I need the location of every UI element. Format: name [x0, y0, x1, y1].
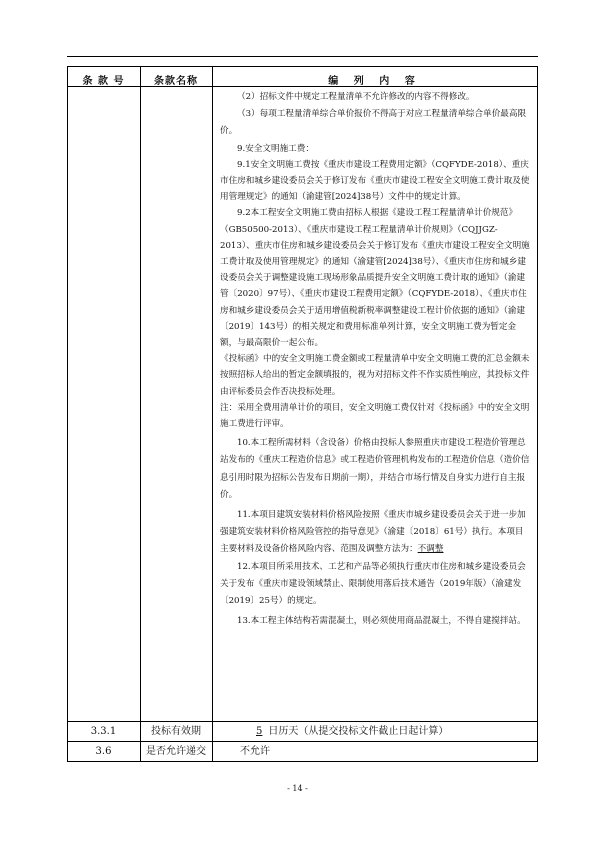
column-divider — [140, 66, 141, 762]
clause-value-cell: 不允许 — [240, 746, 270, 757]
table-left-border — [67, 66, 68, 762]
paragraph: 9.2本工程安全文明施工费由招标人根据《建设工程工程量清单计价规范》（GB50500-2013）、《重庆市建设工程工程量清单计价规则》（CQJJGZ-2013）、重庆市住房和城乡建设委员会关于修订发布《重庆市建设工程安全文明施工费计取及使用管理规定》的通知（渝建管[2024]38号）、《重庆市住房和城乡建设委员会关于调整建设施工现场形象品质提升安全文明施工费计取的通知》（渝建管〔2020〕97号）、《重庆市建设工程费用定额》（CQFYDE-2018）、《重庆市住房和城乡建设委员会关于适用增值税新税率调整建设工程计价依据的通知》（渝建〔2019〕143号）的相关规定和费用标准单列计算，安全文明施工费为暂定金额，与最高限价一起公布。 — [220, 208, 530, 349]
row-divider — [67, 741, 538, 742]
header-clause-no: 条 款 号 — [82, 76, 125, 87]
page-number: - 14 - — [287, 784, 308, 793]
header-content: 编 列 内 容 — [328, 76, 421, 87]
paragraph: 12.本项目所采用技术、工艺和产品等必须执行重庆市住房和城乡建设委员会关于发布《重庆市建设领域禁止、限制使用落后技术通告（2019年版）（渝建发〔2019〕25号）的规定。 — [220, 561, 526, 607]
paragraph: 注：采用全费用清单计价的项目，安全文明施工费仅针对《投标函》中的安全文明施工费进行评审。 — [220, 402, 530, 430]
clause-name-cell: 投标有效期 — [151, 726, 201, 737]
paragraph: 《投标函》中的安全文明施工费金额或工程量清单中安全文明施工费的汇总金额未按照招标人给出的暂定金额填报的，视为对招标文件不作实质性响应，其投标文件由评标委员会作否决投标处理。 — [220, 354, 530, 397]
column-divider — [212, 66, 213, 762]
paragraph: 9.1安全文明施工费按《重庆市建设工程费用定额》（CQFYDE-2018）、重庆市住房和城乡建设委员会关于修订发布《重庆市建设工程安全文明施工费计取及使用管理规定》的通知（渝建管[2024]38号）文件中的规定计算。 — [220, 159, 530, 203]
paragraph: （2）招标文件中规定工程量清单不允许修改的内容不得修改。 — [237, 92, 475, 102]
clause-name-cell: 是否允许递交 — [146, 746, 206, 757]
paragraph: 9.安全文明施工费： — [237, 143, 314, 154]
paragraph — [220, 507, 532, 559]
clause-no-cell: 3.6 — [95, 746, 112, 757]
content-block — [220, 89, 532, 631]
row-divider — [67, 721, 538, 722]
clause-value-cell — [240, 725, 448, 738]
paragraph: 10.本工程所需材料（含设备）价格由投标人参照重庆市建设工程造价管理总站发布的《重庆工程造价信息》或工程造价管理机构发布的工程造价信息（造价信息引用时限为招标公告发布日期前一期），并结合市场行情及自身实力进行自主报价。 — [220, 438, 530, 500]
table-bottom-border — [67, 761, 538, 762]
price-adjustment-value: 不调整 — [417, 544, 444, 555]
table-right-border — [537, 66, 538, 762]
validity-text: 日历天（从提交投标文件截止日起计算） — [268, 726, 449, 737]
header-clause-name: 条款名称 — [154, 76, 198, 87]
validity-days: 5 — [256, 726, 263, 737]
paragraph: （3）每项工程量清单综合单价报价不得高于对应工程量清单综合单价最高限价。 — [220, 109, 527, 137]
table-top-border — [67, 66, 538, 67]
page-header-rule — [67, 56, 538, 57]
clause-no-cell: 3.3.1 — [90, 726, 117, 737]
paragraph: 13.本工程主体结构若需混凝土，则必须使用商品混凝土，不得自建搅拌站。 — [237, 616, 526, 627]
paragraph-text: 11.本项目建筑安装材料价格风险按照《重庆市城乡建设委员会关于进一步加强建筑安装材料价格风险管控的指导意见》（渝建〔2018〕61号）执行。本项目主要材料及设备价格风险内容、范围及调整方法为： — [220, 510, 526, 555]
